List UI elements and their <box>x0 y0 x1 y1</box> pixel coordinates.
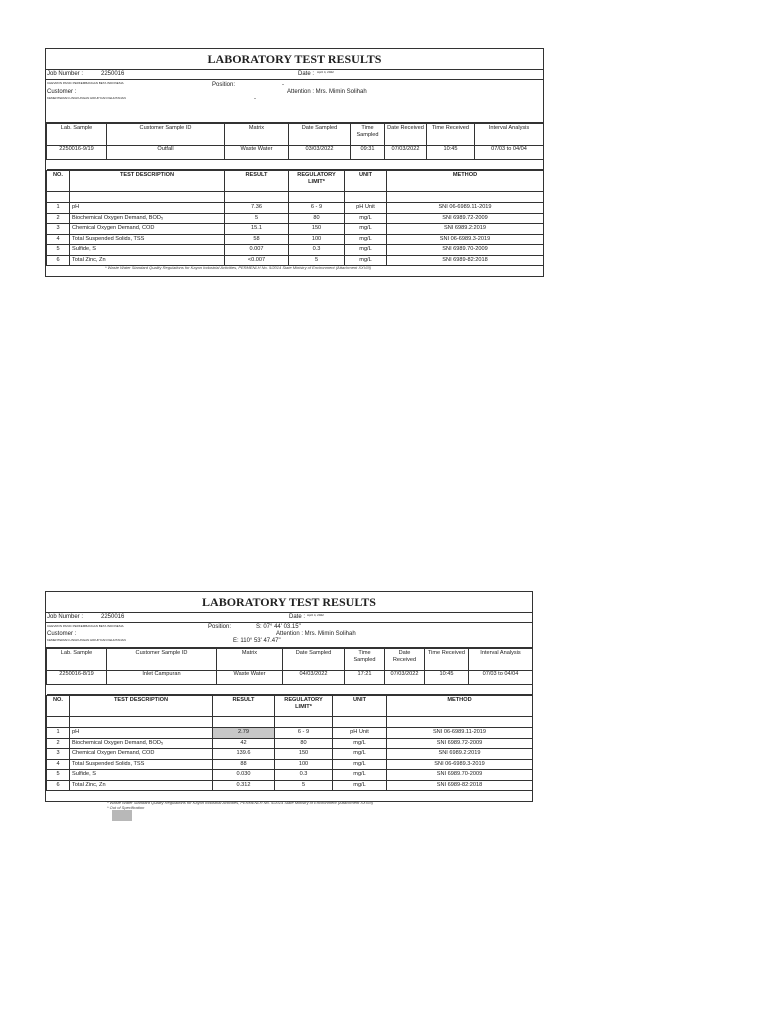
results-table <box>46 695 533 801</box>
sample-header: Customer Sample ID <box>107 649 217 671</box>
out-of-spec-swatch <box>112 810 132 821</box>
customer-line: KEMENTERIAN LINGKUNGAN HIDUP DAN KEHUTANAN <box>47 638 126 642</box>
sample-table <box>46 123 544 170</box>
sample-header: Interval Analysis <box>475 124 544 146</box>
sample-table <box>46 648 533 695</box>
footnote: * Waste Water Standard Quality Regulations for Kayon Industrial Activities, PERMENLH No. 5/2014 State Ministry of Environment (Attachment XXVIII) <box>105 265 372 270</box>
sample-value: 07/03 to 04/04 <box>469 671 533 685</box>
table-row: 4 Total Suspended Solids, TSS 88 100 mg/L SNI 06-6989.3-2019 <box>47 759 533 770</box>
sample-header: Matrix <box>217 649 283 671</box>
sample-header: Date Sampled <box>283 649 345 671</box>
report-title: LABORATORY TEST RESULTS <box>46 592 532 613</box>
position-label: Position: <box>212 82 236 88</box>
sample-value: 10:45 <box>425 671 469 685</box>
report-info <box>46 613 532 648</box>
attention: Attention : Mrs. Mimin Solihah <box>287 89 367 95</box>
sample-value: 17:21 <box>345 671 385 685</box>
sample-value: 04/03/2022 <box>283 671 345 685</box>
report-2 <box>45 591 533 802</box>
results-header: UNIT <box>345 171 387 192</box>
results-header: UNIT <box>333 696 387 717</box>
sample-value: 07/03/2022 <box>385 146 427 160</box>
sample-header: Lab. Sample <box>47 649 107 671</box>
position-value: S: 07° 44' 03.15" <box>256 624 301 630</box>
out-of-spec-result: 2.79 <box>213 728 275 739</box>
sample-header: Matrix <box>225 124 289 146</box>
sample-header: Date Received <box>385 649 425 671</box>
table-row: 5 Sulfide, S 0.030 0.3 mg/L SNI 6989.70-2009 <box>47 770 533 781</box>
table-row: 1 pH 7.36 6 - 9 pH Unit SNI 06-6989.11-2019 <box>47 203 544 214</box>
table-row: 3 Chemical Oxygen Demand, COD 15.1 150 mg/L SNI 6989.2:2019 <box>47 224 544 235</box>
results-header: TEST DESCRIPTION <box>70 171 225 192</box>
sample-header: Lab. Sample <box>47 124 107 146</box>
date-value: April 4, 2022 <box>307 613 324 617</box>
table-row: 5 Sulfide, S 0.007 0.3 mg/L SNI 6989.70-2009 <box>47 245 544 256</box>
results-table <box>46 170 544 276</box>
position-value-2: E: 110° 53' 47.47" <box>233 638 281 644</box>
results-header: REGULATORY LIMIT* <box>289 171 345 192</box>
company-line: CHEVRON PANIC PERKEMBANGAN BETA INDONESIA <box>47 81 124 85</box>
sample-header: Customer Sample ID <box>107 124 225 146</box>
job-number: 2250016 <box>101 71 125 77</box>
sample-value: 09:31 <box>351 146 385 160</box>
report-info <box>46 70 543 123</box>
sample-value: 10:45 <box>427 146 475 160</box>
customer-line: KEMENTERIAN LINGKUNGAN HIDUP DAN KEHUTANAN <box>47 96 126 100</box>
results-header: NO. <box>47 696 70 717</box>
results-header: TEST DESCRIPTION <box>70 696 213 717</box>
report-1 <box>45 48 544 277</box>
sample-value: Waste Water <box>225 146 289 160</box>
date-label: Date : <box>289 614 306 620</box>
sample-value: 07/03/2022 <box>385 671 425 685</box>
company-line: CHEVRON PANIC PERKEMBANGAN BETA INDONESIA <box>47 624 124 628</box>
position-value-2: - <box>254 96 256 102</box>
position-value: - <box>282 82 284 88</box>
results-header: METHOD <box>387 171 544 192</box>
sample-header: Date Sampled <box>289 124 351 146</box>
attention: Attention : Mrs. Mimin Solihah <box>276 631 356 637</box>
sample-value: 2250016-9/19 <box>47 146 107 160</box>
date-value: April 4, 2022 <box>317 70 334 74</box>
table-row: 1 pH 2.79 6 - 9 pH Unit SNI 06-6989.11-2019 <box>47 728 533 739</box>
job-number: 2250016 <box>101 614 125 620</box>
results-header: RESULT <box>225 171 289 192</box>
table-row: 6 Total Zinc, Zn 0.312 5 mg/L SNI 6989-82:2018 <box>47 780 533 791</box>
results-header: RESULT <box>213 696 275 717</box>
sample-header: Time Sampled <box>351 124 385 146</box>
table-row: 2 Biochemical Oxygen Demand, BOD₅ 42 80 mg/L SNI 6989.72-2009 <box>47 738 533 749</box>
table-row: 3 Chemical Oxygen Demand, COD 139.6 150 mg/L SNI 6989.2:2019 <box>47 749 533 760</box>
customer-label: Customer : <box>47 89 77 95</box>
sample-header: Time Received <box>425 649 469 671</box>
table-row: 2 Biochemical Oxygen Demand, BOD₅ 5 80 mg/L SNI 6989.72-2009 <box>47 213 544 224</box>
results-header: METHOD <box>387 696 533 717</box>
sample-value: 2250016-8/19 <box>47 671 107 685</box>
position-label: Position: <box>208 624 232 630</box>
sample-value: Outfall <box>107 146 225 160</box>
sample-value: Inlet Campuran <box>107 671 217 685</box>
results-header: REGULATORY LIMIT* <box>275 696 333 717</box>
job-label: Job Number : <box>47 71 84 77</box>
sample-header: Date Received <box>385 124 427 146</box>
job-label: Job Number : <box>47 614 84 620</box>
date-label: Date : <box>298 71 315 77</box>
sample-value: 03/03/2022 <box>289 146 351 160</box>
sample-value: 07/03 to 04/04 <box>475 146 544 160</box>
report-title: LABORATORY TEST RESULTS <box>46 49 543 70</box>
sample-header: Interval Analysis <box>469 649 533 671</box>
sample-header: Time Received <box>427 124 475 146</box>
out-of-spec-note: * Out of Specification <box>107 805 145 810</box>
table-row: 4 Total Suspended Solids, TSS 58 100 mg/L SNI 06-6989.3-2019 <box>47 234 544 245</box>
customer-label: Customer : <box>47 631 77 637</box>
footnote: * Waste Water Standard Quality Regulations for Kayon Industrial Activities, PERMENLH No. 5/2014 State Ministry of Environment (Attachment XXVIII) <box>107 800 374 805</box>
sample-value: Waste Water <box>217 671 283 685</box>
results-header: NO. <box>47 171 70 192</box>
sample-header: Time Sampled <box>345 649 385 671</box>
table-row: 6 Total Zinc, Zn <0.007 5 mg/L SNI 6989-82:2018 <box>47 255 544 266</box>
